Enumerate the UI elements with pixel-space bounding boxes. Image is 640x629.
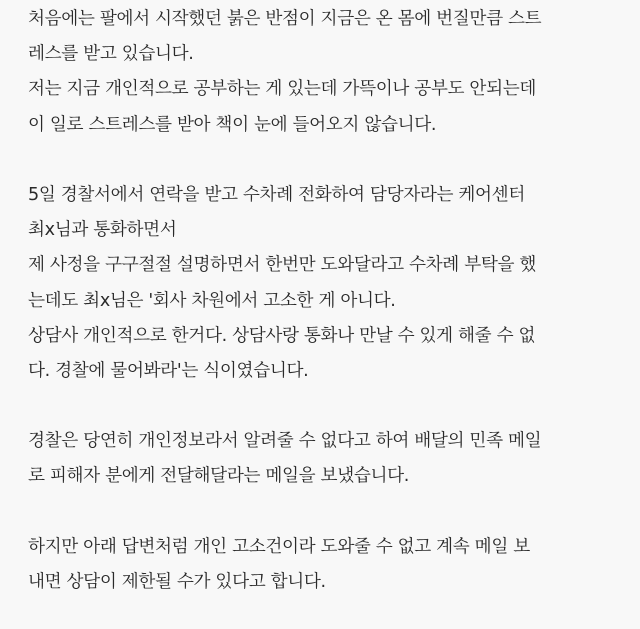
text-line: 이 일로 스트레스를 받아 책이 눈에 들어오지 않습니다. bbox=[28, 114, 437, 135]
text-line: 제 사정을 구구절절 설명하면서 한번만 도와달라고 수차례 부탁을 했 bbox=[28, 255, 537, 276]
text-line: 처음에는 팔에서 시작했던 붉은 반점이 지금은 온 몸에 번질만큼 스트 bbox=[28, 9, 542, 29]
text-line: 최x님과 통화하면서 bbox=[28, 220, 177, 241]
paragraph-3 bbox=[28, 424, 626, 494]
paragraph-gap bbox=[28, 389, 626, 424]
text-line: 로 피해자 분에게 전달해달라는 메일을 보냈습니다. bbox=[28, 466, 410, 487]
paragraph-4 bbox=[28, 530, 626, 600]
paragraph-gap bbox=[28, 143, 626, 178]
paragraph-2 bbox=[28, 178, 626, 389]
text-line: 하지만 아래 답변처럼 개인 고소건이라 도와줄 수 없고 계속 메일 보 bbox=[28, 536, 530, 557]
text-line: 저는 지금 개인적으로 공부하는 게 있는데 가뜩이나 공부도 안되는데 bbox=[28, 79, 537, 100]
text-line: 레스를 받고 있습니다. bbox=[28, 44, 194, 65]
text-line: 내면 상담이 제한될 수가 있다고 합니다. bbox=[28, 572, 326, 592]
text-line: 는데도 최x님은 '회사 차원에서 고소한 게 아니다. bbox=[28, 290, 396, 311]
paragraph-gap bbox=[28, 495, 626, 530]
text-line: 다. 경찰에 물어봐라'는 식이였습니다. bbox=[28, 360, 309, 381]
text-line: 경찰은 당연히 개인정보라서 알려줄 수 없다고 하여 배달의 민족 메일 bbox=[28, 431, 542, 452]
text-line: 상담사 개인적으로 한거다. 상담사랑 통화나 만날 수 있게 해줄 수 없 bbox=[28, 325, 536, 346]
text-line: 5일 경찰서에서 연락을 받고 수차례 전화하여 담당자라는 케어센터 bbox=[28, 184, 525, 205]
paragraph-1 bbox=[28, 2, 626, 143]
